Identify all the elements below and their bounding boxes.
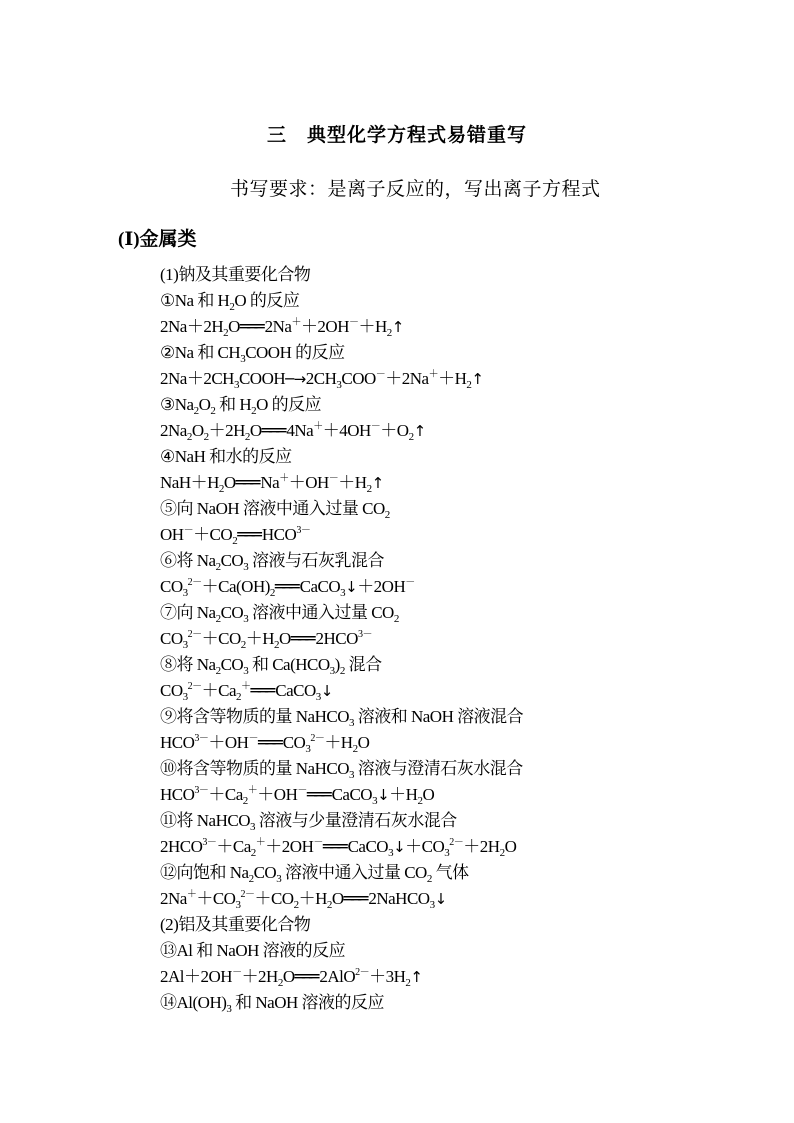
equation-list xyxy=(160,262,760,1016)
equation-line: ⑫向饱和 $Na_2CO_3$ 溶液中通入过量 $CO_2$ 气体 xyxy=(160,863,469,885)
equation-line: ⑧将 $Na_2CO_3$ 和 $Ca(HCO_3)_2$ 混合 xyxy=(160,655,382,677)
equation-line: ⑦向 $Na_2CO_3$ 溶液中通入过量 $CO_2$ xyxy=(160,603,399,625)
equation-line: $③Na_2O_2$ 和 $H_2O$ 的反应 xyxy=(160,395,322,417)
equation-line: ⑩将含等物质的量 NaHCO$_3$ 溶液与澄清石灰水混合 xyxy=(160,759,523,781)
equation-line: (1)钠及其重要化合物 xyxy=(160,265,311,284)
equation-line: $CO_3^{2-}+CO_2+H_2O═══$ $2HCO^{3-}$ xyxy=(160,629,372,651)
page-title: 三 典型化学方程式易错重写 xyxy=(266,125,527,146)
equation-line: ⑥将 $Na_2CO_3$ 溶液与石灰乳混合 xyxy=(160,551,384,573)
equation-line: $⑭Al(OH)_3$ 和 NaOH 溶液的反应 xyxy=(160,993,385,1015)
equation-line: $OH^-+CO_2═══$ $HCO^{3-}$ xyxy=(160,525,311,547)
equation-line: $2Na^++CO_3^{2-}+CO_2+H_2O═══$ 2NaHCO$_3$↓ xyxy=(160,889,447,911)
equation-line: $NaH+H_2O═══$ $Na^++OH^-+H_2↑$ xyxy=(160,473,384,495)
equation-line: $2Na+2H_2O═══$ $2Na^++2OH^-+H_2↑$ xyxy=(160,317,404,339)
equation-line: ④NaH 和水的反应 xyxy=(160,447,292,466)
writing-requirement: 书写要求：是离子反应的，写出离子方程式 xyxy=(230,179,601,200)
equation-line: ⑬Al 和 NaOH 溶液的反应 xyxy=(160,941,346,960)
equation-line: $CO_3^{2-}+Ca(OH)_2═══$ CaCO$_3$↓＋2OH－ xyxy=(160,577,415,599)
equation-line: ⑤向 NaOH 溶液中通入过量 $CO_2$ xyxy=(160,499,390,521)
equation-line: $2Na_2O_2+2H_2O═══$ $4Na^++4OH^-+O_2↑$ xyxy=(160,421,426,443)
equation-line: $HCO^{3-}+Ca_2^++OH^-═══$ $CaCO_3↓+H_2O$ xyxy=(160,785,435,807)
equation-line: $2Na+2CH_3COOH─\to 2CH_3COO^-+2Na^++H_2↑$ xyxy=(160,369,484,391)
equation-line: ⑨将含等物质的量 NaHCO$_3$ 溶液和 NaOH 溶液混合 xyxy=(160,707,524,729)
equation-line: ①Na 和 $H_2O$ 的反应 xyxy=(160,291,300,313)
equation-line: $2HCO^{3-}+Ca_2^++2OH^-═══$ $CaCO_3↓+CO_3^{2-}+2H_2O$ xyxy=(160,837,517,859)
equation-line: (2)铝及其重要化合物 xyxy=(160,915,311,934)
equation-line: $HCO^{3-}+OH^-═══$ $CO_3^{2-}+H_2O$ xyxy=(160,733,370,755)
equation-line: $2Al+2OH^-+2H_2O═══$ $2AlO^{2-}+3H_2↑$ xyxy=(160,967,423,989)
equation-line: ⑪将 NaHCO$_3$ 溶液与少量澄清石灰水混合 xyxy=(160,811,457,833)
equation-line: ②Na 和 $CH_3COOH$ 的反应 xyxy=(160,343,345,365)
section-heading: (Ⅰ)金属类 xyxy=(118,229,197,250)
equation-line: $CO_3^{2-}+Ca_2^+═══$ CaCO$_3$↓ xyxy=(160,681,333,703)
